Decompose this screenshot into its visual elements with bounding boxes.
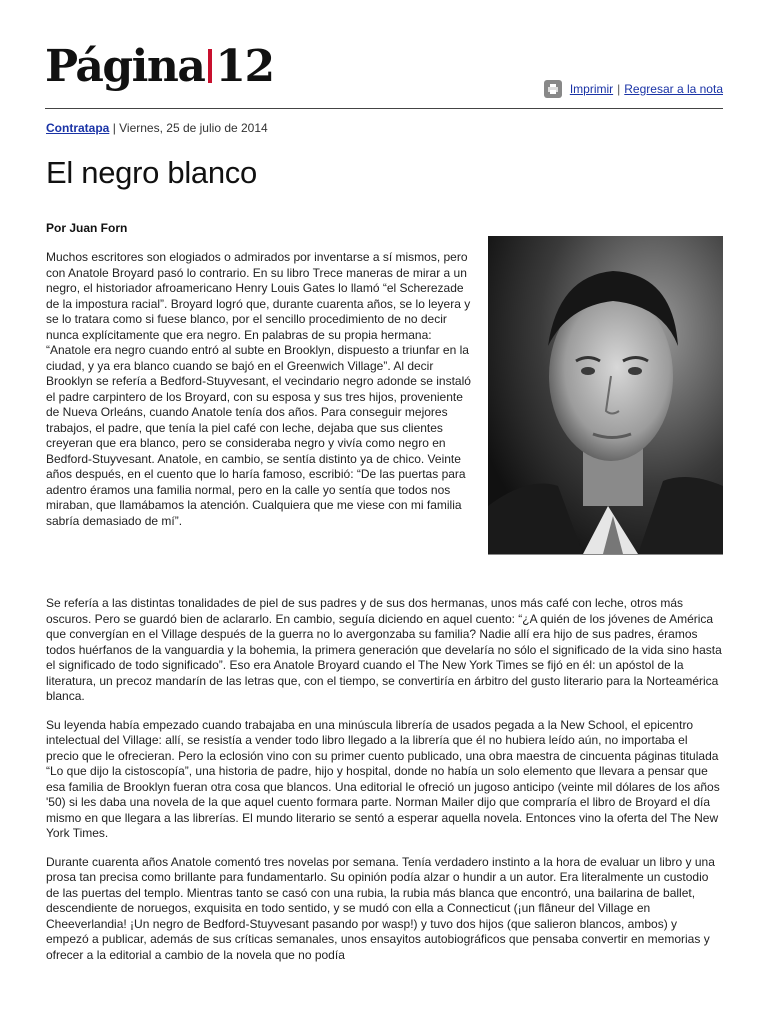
print-link[interactable]: Imprimir — [569, 82, 614, 96]
article-paragraph: Su leyenda había empezado cuando trabajaba en una minúscula librería de usados pegada a la New School, el epicentro intelectual del Village: allí, se resistía a vender todo libro llegado a la librería que él no hubiera leído aún, no importaba el precio que le ofrecieran. Pero la eclosión vino con su primer cuento publicado, una obra maestra de cincuenta páginas titulada “Lo que dijo la cistoscopía”, una historia de padre, hijo y hospital, donde no había un solo elemento que llevara a pensar que esa familia de Brooklyn fueran otra cosa que blancos. Una editorial le ofreció un jugoso anticipo (veinte mil dólares de los años '50) si les daba una novela de la que aquel cuento formara parte. Norman Mailer dijo que compraría el libro de Broyard el día mismo en que llegara a las librerías. El mundo literario se sentó a esperar aquella novela. Entonces vino la oferta del The New York Times. — [46, 717, 720, 840]
article-title: El negro blanco — [46, 155, 257, 190]
article-body — [46, 596, 723, 976]
logo-text: Página — [45, 41, 205, 92]
toolbar-separator: | — [617, 82, 621, 96]
article-byline: Por Juan Forn — [46, 221, 128, 235]
article-toolbar — [544, 80, 723, 98]
printer-icon-glyph — [547, 83, 559, 95]
article-meta — [46, 121, 268, 135]
author-portrait-photo — [488, 236, 723, 555]
printer-icon[interactable] — [544, 80, 562, 98]
article-paragraph: Muchos escritores son elogiados o admirados por inventarse a sí mismos, pero con Anatole Broyard pasó lo contrario. En su libro Trece maneras de mirar a un negro, el historiador afroamericano Henry Louis Gates lo llamó “el Scherezade de la impostura racial”. Broyard logró que, durante cuarenta años, se lo leyera y se lo tratara como si fuese blanco, por el sencillo procedimiento de no decir nunca explícitamente que era negro. En palabras de su propia hermana: “Anatole era negro cuando entró al subte en Brooklyn, dispuesto a triunfar en la ciudad, y ya era blanco cuando se bajó en el Greenwich Village”. Al decir Brooklyn se refería a Bedford-Stuyvesant, el vecindario negro adonde se instaló el padre carpintero de los Broyard, con su esposa y sus tres hijos, proveniente de Nueva Orleáns, cuando Anatole tenía dos años. Para conseguir mejores trabajos, el padre, que tenía la piel café con leche, dejaba que sus clientes creyeran que era blanco, pero se consideraba negro y vivía como negro en Bedford-Stuyvesant. Anatole, en cambio, se sentía distinto ya de chico. Veinte años después, en el cuento que lo haría famoso, escribió: “De las puertas para adentro éramos una familia normal, pero en la calle yo sentía que todos nos miraban, que llamábamos la atención. Cualquiera que me viese con mi familia sabría demasiado de mí”. — [46, 250, 471, 528]
logo-number: 12 — [215, 41, 274, 92]
back-to-article-link[interactable]: Regresar a la nota — [624, 82, 723, 96]
article-paragraph: Se refería a las distintas tonalidades de piel de sus padres y de sus dos hermanas, unos más café con leche, otros más oscuros. Pero se guardó bien de aclararlo. En cambio, seguía diciendo en aquel cuento: “¿A quién de los jóvenes de América que convergían en el Village después de la guerra no lo avergonzaba su familia? Nadie allí era hijo de sus padres, éramos todos huérfanos de la vanguardia y la bohemia, la primera generación que develaría no sólo el significado de la vida sino hasta el significado de todo significado”. Eso era Anatole Broyard cuando el The New York Times se fijó en él: un apóstol de la literatura, un precoz mandarín de las letras que, con el tiempo, se convertiría en árbitro del gusto literario para la Norteamérica blanca. — [46, 596, 722, 703]
section-link[interactable]: Contratapa — [46, 121, 110, 135]
logo-divider — [208, 49, 212, 83]
header-divider — [45, 108, 723, 109]
site-logo[interactable] — [45, 42, 274, 92]
article-date: | Viernes, 25 de julio de 2014 — [112, 121, 268, 135]
portrait-image — [488, 236, 723, 554]
article-paragraph: Durante cuarenta años Anatole comentó tres novelas por semana. Tenía verdadero instinto a la hora de evaluar un libro y una prosa tan precisa como brillante para fundamentarlo. Su opinión podía alzar o hundir a un autor. Era literalmente un custodio de las puertas del templo. Mientras tanto se casó con una rubia, la rubia más blanca que encontró, una bailarina de ballet, descendiente de noruegos, exquisita en todo sentido, y se mudó con ella a Connecticut (¡un flâneur del Village en Cheeverlandia! ¡Un negro de Bedford-Stuyvesant pasando por wasp!) y tuvo dos hijos (que salieron blancos, ambos) y empezó a publicar, además de sus críticas semanales, unos ensayitos autobiográficos que pensaba convertir en memorias y ofrecer a la editorial a cambio de la novela que no podía — [46, 854, 715, 962]
